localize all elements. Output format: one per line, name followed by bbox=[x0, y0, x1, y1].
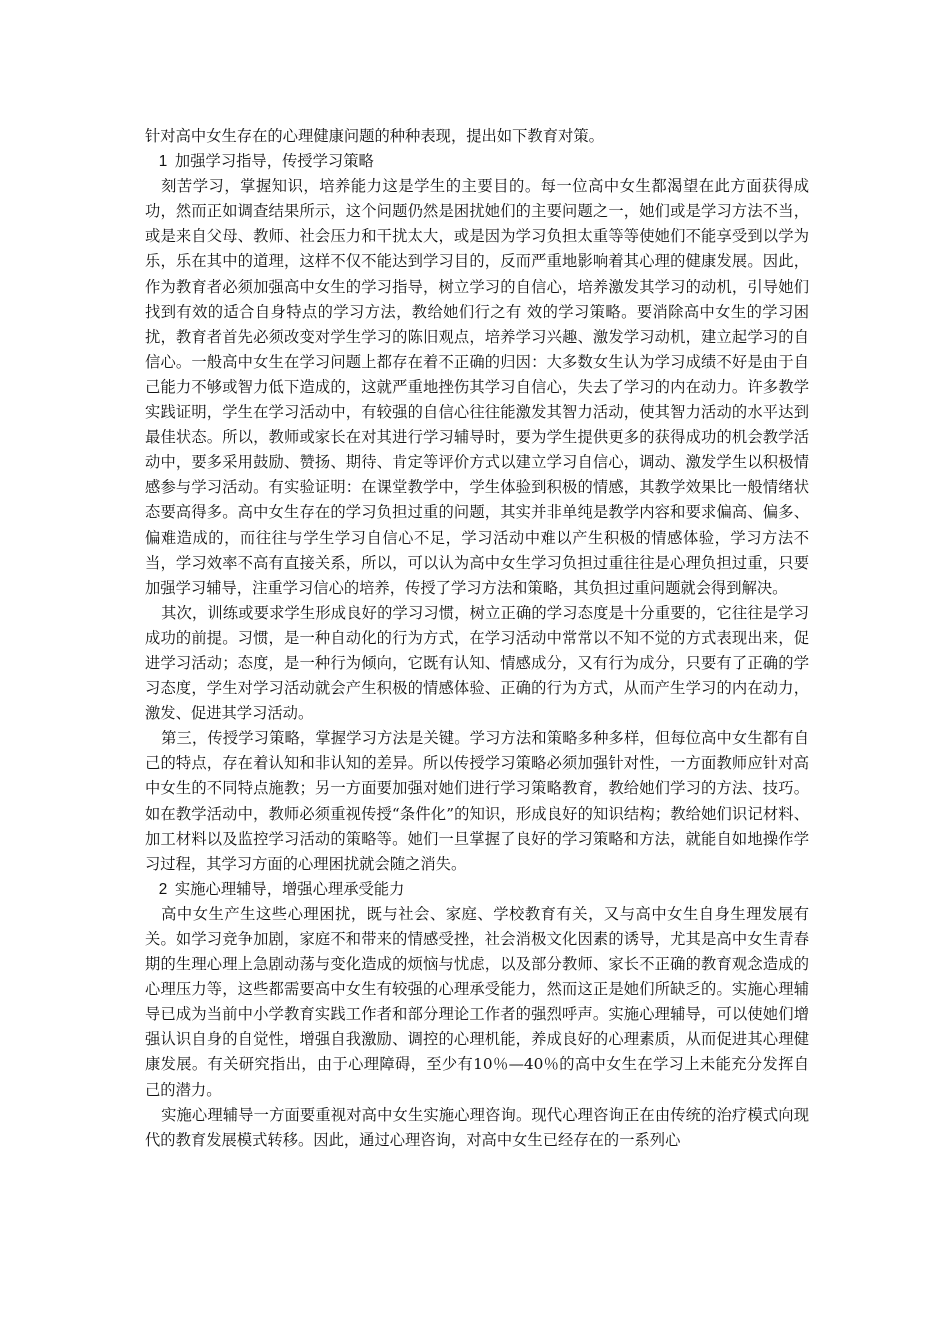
body-paragraph: 第三，传授学习策略，掌握学习方法是关键。学习方法和策略多种多样，但每位高中女生都有自己的特点，存在着认知和非认知的差异。所以传授学习策略必须加强针对性，一方面教师应针对高中女生的不同特点施教；另一方面要加强对她们进行学习策略教育，教给她们学习的方法、技巧。如在教学活动中，教师必须重视传授“条件化”的知识，形成良好的知识结构；教给她们识记材料、加工材料以及监控学习活动的策略等。她们一旦掌握了良好的学习策略和方法，就能自如地操作学习过程，其学习方面的心理困扰就会随之消失。 bbox=[145, 729, 809, 873]
section-title: 实施心理辅导，增强心理承受能力 bbox=[174, 879, 405, 898]
body-paragraph: 其次，训练或要求学生形成良好的学习习惯，树立正确的学习态度是十分重要的，它往往是学习成功的前提。习惯，是一种自动化的行为方式，在学习活动中常常以不知不觉的方式表现出来，促进学习活动；态度，是一种行为倾向，它既有认知、情感成分，又有行为成分，只要有了正确的学习态度，学生对学习活动就会产生积极的情感体验、正确的行为方式，从而产生学习的内在动力，激发、促进其学习活动。 bbox=[145, 603, 809, 723]
body-paragraph: 高中女生产生这些心理困扰，既与社会、家庭、学校教育有关，又与高中女生自身生理发展有关。如学习竞争加剧，家庭不和带来的情感受挫，社会消极文化因素的诱导，尤其是高中女生青春期的生理心理上急剧动荡与变化造成的烦恼与忧虑，以及部分教师、家长不正确的教育观念造成的心理压力等，这些都需要高中女生有较强的心理承受能力，然而这正是她们所缺乏的。实施心理辅导已成为当前中小学教育实践工作者和部分理论工作者的强烈呼声。实施心理辅导，可以使她们增强认识自身的自觉性，增强自我激励、调控的心理机能，养成良好的心理素质，从而促进其心理健康发展。有关研究指出，由于心理障碍，至少有10％—40％的高中女生在学习上未能充分发挥自己的潜力。 bbox=[145, 904, 809, 1099]
body-paragraph: 实施心理辅导一方面要重视对高中女生实施心理咨询。现代心理咨询正在由传统的治疗模式向现代的教育发展模式转移。因此，通过心理咨询，对高中女生已经存在的一系列心 bbox=[145, 1105, 809, 1149]
section-number: 2 bbox=[158, 880, 168, 898]
section-title: 加强学习指导，传授学习策略 bbox=[174, 152, 374, 171]
intro-paragraph: 针对高中女生存在的心理健康问题的种种表现，提出如下教育对策。 bbox=[145, 127, 604, 145]
body-paragraph: 刻苦学习，掌握知识，培养能力这是学生的主要目的。每一位高中女生都渴望在此方面获得成功，然而正如调查结果所示，这个问题仍然是困扰她们的主要问题之一，她们或是学习方法不当，或是来自父母、教师、社会压力和干扰太大，或是因为学习负担太重等等使她们不能享受到以学为乐，乐在其中的道理，这样不仅不能达到学习目的，反而严重地影响着其心理的健康发展。因此，作为教育者必须加强高中女生的学习指导，树立学习的自信心，培养激发其学习的动机，引导她们找到有效的适合自身特点的学习方法，教给她们行之有 效的学习策略。要消除高中女生的学习困扰，教育者首先必须改变对学生学习的陈旧观点，培养学习兴趣、激发学习动机，建立起学习的自信心。一般高中女生在学习问题上都存在着不正确的归因：大多数女生认为学习成绩不好是由于自己能力不够或智力低下造成的，这就严重地挫伤其学习自信心，失去了学习的内在动力。许多教学实践证明，学生在学习活动中，有较强的自信心往往能激发其智力活动，使其智力活动的水平达到最佳状态。所以，教师或家长在对其进行学习辅导时，要为学生提供更多的获得成功的机会教学活动中，要多采用鼓励、赞扬、期待、肯定等评价方式以建立学习自信心，调动、激发学生以积极情感参与学习活动。有实验证明：在课堂教学中，学生体验到积极的情感，其教学效果比一般情绪状态要高得多。高中女生存在的学习负担过重的问题，其实并非单纯是教学内容和要求偏高、偏多、偏难造成的，而往往与学生学习自信心不足，学习活动中难以产生积极的情感体验，学习方法不当，学习效率不高有直接关系，所以，可以认为高中女生学习负担过重往往是心理负担过重，只要加强学习辅导，注重学习信心的培养，传授了学习方法和策略，其负担过重问题就会得到解决。 bbox=[145, 177, 809, 597]
section-number: 1 bbox=[158, 153, 168, 171]
section-heading-1 bbox=[145, 149, 809, 174]
document-page bbox=[145, 124, 809, 1153]
section-heading-2 bbox=[145, 877, 809, 902]
